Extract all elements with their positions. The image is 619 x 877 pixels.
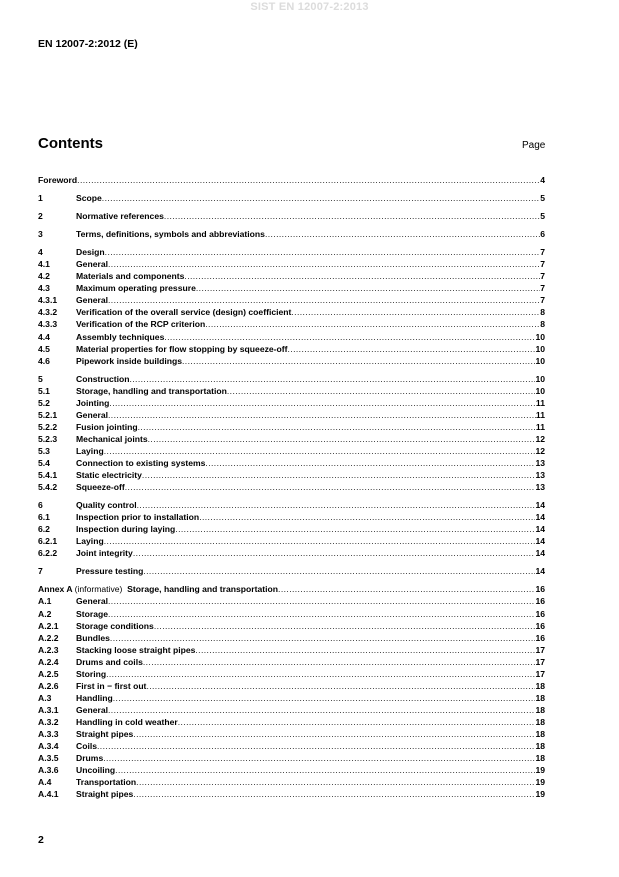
toc-entry[interactable] (38, 632, 545, 644)
toc-entry-title: Assembly techniques (76, 331, 165, 342)
toc-entry-number: 7 (38, 566, 43, 577)
toc-entry-number: 4.3.1 (38, 295, 58, 306)
toc-entry-title: Handling in cold weather (76, 716, 178, 727)
toc-entry-page: 13 (535, 482, 545, 493)
toc-entry-number: 4.3.3 (38, 319, 58, 330)
toc-entry-number: 6.2 (38, 524, 50, 535)
toc-entry[interactable] (38, 680, 545, 692)
toc-entry-page: 10 (535, 343, 545, 354)
toc-entry[interactable] (38, 704, 545, 716)
toc-entry-number: 5.2 (38, 397, 50, 408)
toc-entry[interactable] (38, 511, 545, 523)
toc-entry-number: A.1 (38, 596, 52, 607)
toc-leader-dots (113, 692, 536, 704)
toc-entry-title: Stacking loose straight pipes (76, 644, 196, 655)
toc-entry[interactable] (38, 668, 545, 680)
toc-entry-page: 16 (535, 596, 545, 607)
toc-entry-title: Joint integrity (76, 548, 133, 559)
toc-entry-title: Construction (76, 373, 130, 384)
toc-entry-page: 10 (535, 355, 545, 366)
toc-entry-number: 5.4 (38, 457, 50, 468)
toc-entry-number: A.2.6 (38, 680, 59, 691)
toc-entry[interactable] (38, 192, 545, 204)
toc-entry-title: Pipework inside buildings (76, 355, 183, 366)
toc-entry[interactable] (38, 385, 545, 397)
toc-entry-number: 5.4.1 (38, 470, 58, 481)
toc-leader-dots (205, 457, 535, 469)
toc-leader-dots (129, 373, 535, 385)
toc-entry-page: 18 (535, 692, 545, 703)
toc-entry-number: 4 (38, 247, 43, 258)
toc-entry[interactable] (38, 740, 545, 752)
toc-entry-page: 18 (535, 716, 545, 727)
toc-entry-title: Maximum operating pressure (76, 283, 196, 294)
toc-entry[interactable] (38, 409, 545, 421)
toc-entry-page: 5 (540, 211, 545, 222)
toc-entry[interactable] (38, 776, 545, 788)
toc-entry-page: 12 (535, 445, 545, 456)
toc-leader-dots (199, 511, 535, 523)
toc-entry-title: General (76, 259, 109, 270)
toc-entry-title: General (76, 596, 109, 607)
toc-entry-page: 19 (535, 765, 545, 776)
toc-leader-dots (104, 445, 536, 457)
toc-entry-title: Verification of the overall service (design) coefficient (76, 307, 292, 318)
toc-entry[interactable] (38, 547, 545, 559)
toc-leader-dots (175, 523, 535, 535)
toc-entry[interactable] (38, 457, 545, 469)
toc-entry-title: Normative references (76, 211, 164, 222)
table-of-contents (38, 174, 545, 800)
toc-entry[interactable] (38, 258, 545, 270)
toc-leader-dots (164, 331, 535, 343)
toc-entry[interactable] (38, 752, 545, 764)
toc-leader-dots (265, 228, 540, 240)
toc-entry-title: Connection to existing systems (76, 457, 206, 468)
toc-entry[interactable] (38, 644, 545, 656)
toc-entry-number: A.4.1 (38, 789, 59, 800)
toc-entry-page: 14 (535, 524, 545, 535)
toc-leader-dots (143, 565, 535, 577)
toc-entry-number: A.3.6 (38, 765, 59, 776)
toc-entry[interactable] (38, 716, 545, 728)
toc-entry[interactable] (38, 728, 545, 740)
toc-leader-dots (102, 192, 540, 204)
toc-leader-dots (115, 764, 535, 776)
toc-leader-dots (97, 740, 535, 752)
toc-entry-title: Laying (76, 445, 104, 456)
toc-entry-title: Storage (76, 608, 108, 619)
toc-entry-title: Design (76, 247, 105, 258)
toc-entry-page: 18 (535, 728, 545, 739)
toc-leader-dots (182, 355, 535, 367)
toc-entry[interactable] (38, 174, 545, 186)
watermark: SIST EN 12007-2:2013 (250, 1, 369, 13)
toc-entry-page: 16 (535, 608, 545, 619)
toc-entry-page: 7 (540, 259, 545, 270)
toc-entry-page: 11 (535, 397, 545, 408)
toc-entry-number: 3 (38, 229, 43, 240)
toc-entry-number: 5.2.1 (38, 409, 58, 420)
toc-entry-page: 14 (535, 566, 545, 577)
toc-entry[interactable] (38, 656, 545, 668)
toc-entry-title: Straight pipes (76, 789, 134, 800)
toc-entry-number: A.2.3 (38, 644, 59, 655)
toc-entry-number: A.3.3 (38, 728, 59, 739)
toc-entry-number: 4.3.2 (38, 307, 58, 318)
toc-entry-page: 7 (540, 271, 545, 282)
toc-leader-dots (137, 499, 536, 511)
toc-entry-page: 14 (535, 512, 545, 523)
toc-entry-title: Materials and components (76, 271, 185, 282)
toc-entry-number: 5.2.2 (38, 421, 58, 432)
toc-entry-page: 16 (535, 620, 545, 631)
toc-entry-number: 2 (38, 211, 43, 222)
toc-entry-page: 7 (540, 247, 545, 258)
toc-leader-dots (148, 433, 536, 445)
toc-entry-title: Foreword (38, 175, 78, 185)
toc-entry[interactable] (38, 481, 545, 493)
toc-entry[interactable] (38, 228, 545, 240)
toc-entry-title: Laying (76, 536, 104, 547)
toc-entry[interactable] (38, 595, 545, 607)
toc-entry-page: 6 (540, 229, 545, 240)
document-id: EN 12007-2:2012 (E) (38, 38, 138, 50)
toc-entry-number: 6.1 (38, 512, 50, 523)
toc-entry-title: Drums (76, 753, 104, 764)
toc-entry-title: Bundles (76, 632, 110, 643)
toc-leader-dots (133, 728, 535, 740)
toc-entry-page: 17 (535, 644, 545, 655)
toc-entry-number: A.4 (38, 777, 52, 788)
toc-entry-title: Fusion jointing (76, 421, 138, 432)
toc-entry-page: 10 (535, 331, 545, 342)
toc-entry[interactable] (38, 397, 545, 409)
toc-leader-dots (288, 343, 536, 355)
toc-entry[interactable] (38, 433, 545, 445)
toc-entry-page: 16 (535, 632, 545, 643)
toc-entry-title: Material properties for flow stopping by squeeze-off (76, 343, 288, 354)
toc-entry-page: 11 (535, 421, 545, 432)
toc-entry[interactable] (38, 294, 545, 306)
toc-entry-page: 4 (540, 175, 545, 185)
toc-leader-dots (184, 270, 540, 282)
toc-entry-page: 18 (535, 753, 545, 764)
toc-entry-page: 16 (535, 584, 545, 595)
toc-entry-page: 17 (535, 656, 545, 667)
toc-entry-title: Inspection prior to installation (76, 512, 200, 523)
toc-entry[interactable] (38, 535, 545, 547)
toc-leader-dots (278, 583, 535, 595)
toc-entry-title: Annex A (informative) Storage, handling and transportation (38, 584, 279, 595)
toc-entry[interactable] (38, 788, 545, 800)
toc-entry-page: 18 (535, 741, 545, 752)
toc-entry-page: 10 (535, 385, 545, 396)
toc-leader-dots (105, 246, 541, 258)
toc-entry-title: Storage, handling and transportation (76, 385, 227, 396)
toc-entry-number: 4.6 (38, 355, 50, 366)
toc-leader-dots (178, 716, 536, 728)
toc-leader-dots (108, 704, 535, 716)
toc-entry-title: Terms, definitions, symbols and abbreviations (76, 229, 265, 240)
toc-entry-title: Straight pipes (76, 728, 134, 739)
toc-entry[interactable] (38, 764, 545, 776)
toc-entry-title: General (76, 295, 109, 306)
toc-leader-dots (291, 306, 540, 318)
toc-entry-number: A.3.5 (38, 753, 59, 764)
toc-leader-dots (110, 632, 536, 644)
toc-entry-title: Storing (76, 668, 107, 679)
toc-entry-title: Uncoiling (76, 765, 116, 776)
toc-leader-dots (196, 282, 540, 294)
toc-entry-title: Squeeze-off (76, 482, 125, 493)
toc-entry-number: 4.5 (38, 343, 50, 354)
toc-leader-dots (108, 409, 536, 421)
toc-entry-page: 12 (535, 433, 545, 444)
toc-entry-title: Transportation (76, 777, 137, 788)
toc-entry-title: Handling (76, 692, 113, 703)
toc-entry-page: 13 (535, 457, 545, 468)
toc-leader-dots (108, 608, 535, 620)
toc-entry-page: 10 (535, 373, 545, 384)
toc-entry[interactable] (38, 445, 545, 457)
toc-entry-page: 8 (540, 319, 545, 330)
toc-entry-number: 5 (38, 373, 43, 384)
toc-entry-number: A.3.1 (38, 704, 59, 715)
toc-entry-page: 7 (540, 295, 545, 306)
toc-entry[interactable] (38, 620, 545, 632)
toc-entry-page: 18 (535, 680, 545, 691)
toc-leader-dots (103, 752, 535, 764)
toc-entry[interactable] (38, 282, 545, 294)
toc-leader-dots (136, 776, 535, 788)
toc-entry-number: A.3.2 (38, 716, 59, 727)
toc-entry-number: 5.2.3 (38, 433, 58, 444)
toc-entry[interactable] (38, 421, 545, 433)
toc-entry[interactable] (38, 306, 545, 318)
toc-leader-dots (154, 620, 536, 632)
toc-leader-dots (205, 318, 540, 330)
toc-entry[interactable] (38, 270, 545, 282)
toc-entry[interactable] (38, 499, 545, 511)
toc-leader-dots (133, 547, 536, 559)
toc-entry-number: 1 (38, 193, 43, 204)
toc-leader-dots (77, 174, 540, 186)
toc-leader-dots (146, 680, 535, 692)
toc-entry-number: 6 (38, 500, 43, 511)
toc-entry-number: A.2 (38, 608, 52, 619)
toc-entry-page: 5 (540, 193, 545, 204)
toc-entry-page: 18 (535, 704, 545, 715)
toc-leader-dots (108, 595, 535, 607)
toc-entry-number: 6.2.2 (38, 548, 58, 559)
toc-entry[interactable] (38, 583, 545, 595)
toc-entry-number: 5.4.2 (38, 482, 58, 493)
toc-entry-number: 4.3 (38, 283, 50, 294)
toc-entry[interactable] (38, 318, 545, 330)
toc-entry[interactable] (38, 608, 545, 620)
toc-leader-dots (104, 535, 536, 547)
toc-entry-title: Inspection during laying (76, 524, 176, 535)
toc-entry-page: 13 (535, 470, 545, 481)
toc-entry-number: A.2.4 (38, 656, 59, 667)
toc-entry-number: A.3 (38, 692, 52, 703)
toc-entry[interactable] (38, 331, 545, 343)
toc-leader-dots (133, 788, 535, 800)
toc-entry[interactable] (38, 343, 545, 355)
toc-entry-number: A.2.2 (38, 632, 59, 643)
toc-entry-page: 19 (535, 777, 545, 788)
page-column-label: Page (522, 140, 546, 151)
toc-entry-number: 5.3 (38, 445, 50, 456)
toc-entry-number: 5.1 (38, 385, 50, 396)
toc-entry-title: Mechanical joints (76, 433, 148, 444)
toc-entry-title: General (76, 704, 109, 715)
toc-leader-dots (142, 469, 536, 481)
toc-entry[interactable] (38, 246, 545, 258)
toc-leader-dots (195, 644, 535, 656)
toc-entry-title: General (76, 409, 109, 420)
toc-entry-page: 7 (540, 283, 545, 294)
toc-entry-page: 11 (535, 409, 545, 420)
toc-entry[interactable] (38, 210, 545, 222)
toc-entry[interactable] (38, 373, 545, 385)
toc-entry-page: 17 (535, 668, 545, 679)
toc-entry-title: Jointing (76, 397, 110, 408)
toc-entry-number: A.2.1 (38, 620, 59, 631)
contents-title: Contents (38, 135, 103, 152)
toc-entry-number: A.2.5 (38, 668, 59, 679)
toc-entry-title: Coils (76, 741, 98, 752)
toc-leader-dots (108, 258, 540, 270)
toc-entry-page: 14 (535, 536, 545, 547)
toc-entry-title: Pressure testing (76, 566, 144, 577)
toc-entry-number: 6.2.1 (38, 536, 58, 547)
page-number: 2 (38, 834, 44, 846)
toc-entry[interactable] (38, 469, 545, 481)
toc-entry-number: A.3.4 (38, 741, 59, 752)
toc-leader-dots (138, 421, 536, 433)
toc-entry-title: Static electricity (76, 470, 142, 481)
toc-leader-dots (109, 397, 535, 409)
toc-entry-page: 14 (535, 548, 545, 559)
toc-entry-number: 4.4 (38, 331, 50, 342)
toc-entry[interactable] (38, 523, 545, 535)
toc-entry[interactable] (38, 355, 545, 367)
toc-entry-title: Verification of the RCP criterion (76, 319, 206, 330)
toc-leader-dots (106, 668, 535, 680)
toc-entry[interactable] (38, 565, 545, 577)
toc-entry-title: First in − first out (76, 680, 147, 691)
toc-leader-dots (164, 210, 540, 222)
toc-entry-number: 4.1 (38, 259, 50, 270)
toc-entry-page: 14 (535, 500, 545, 511)
toc-entry[interactable] (38, 692, 545, 704)
toc-entry-title: Scope (76, 193, 102, 204)
toc-entry-number: 4.2 (38, 271, 50, 282)
toc-entry-page: 19 (535, 789, 545, 800)
toc-entry-title: Storage conditions (76, 620, 154, 631)
toc-entry-title: Drums and coils (76, 656, 143, 667)
toc-leader-dots (108, 294, 540, 306)
toc-entry-page: 8 (540, 307, 545, 318)
toc-leader-dots (227, 385, 536, 397)
toc-leader-dots (125, 481, 536, 493)
toc-entry-title: Quality control (76, 500, 137, 511)
toc-leader-dots (143, 656, 536, 668)
